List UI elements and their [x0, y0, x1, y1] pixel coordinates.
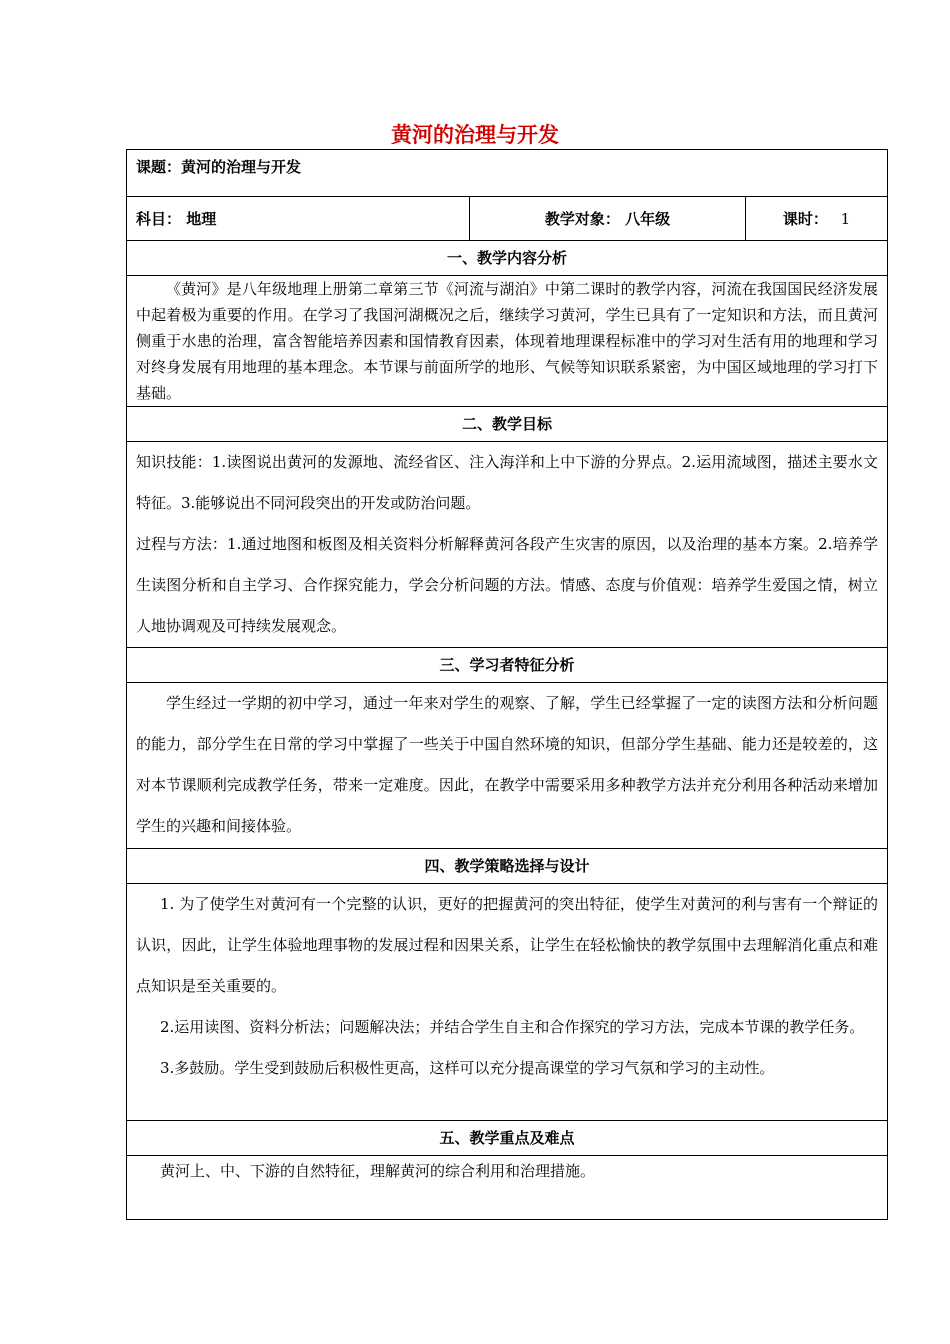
section-paragraph: 过程与方法：1.通过地图和板图及相关资料分析解释黄河各段产生灾害的原因，以及治理的基本方案。2.培养学生读图分析和自主学习、合作探究能力，学会分析问题的方法。情感、态度与价值观：培养学生爱国之情，树立人地协调观及可持续发展观念。	[136, 535, 879, 635]
hours-label: 课时：	[782, 210, 828, 228]
section-body	[127, 884, 888, 1121]
audience-cell: 教学对象： 八年级	[470, 197, 746, 241]
section-body-row	[127, 442, 888, 648]
topic-cell: 课题：黄河的治理与开发	[127, 150, 888, 197]
section-paragraph: 知识技能：1.读图说出黄河的发源地、流经省区、注入海洋和上中下游的分界点。2.运用流域图，描述主要水文特征。3.能够说出不同河段突出的开发或防治问题。	[136, 453, 879, 512]
topic-row	[127, 150, 888, 197]
section-body	[127, 1156, 888, 1220]
hours-value: 1	[840, 210, 851, 228]
section-heading-row	[127, 1121, 888, 1156]
section-body-row	[127, 276, 888, 407]
section-body	[127, 276, 888, 407]
section-heading-row	[127, 241, 888, 276]
section-body-row	[127, 884, 888, 1121]
section-heading-row	[127, 849, 888, 884]
section-paragraph: 3.多鼓励。学生受到鼓励后积极性更高，这样可以充分提高课堂的学习气氛和学习的主动性。	[160, 1059, 775, 1077]
section-heading-row	[127, 407, 888, 442]
document-title: 黄河的治理与开发	[391, 123, 559, 147]
section-paragraph: 2.运用读图、资料分析法；问题解决法；并结合学生自主和合作探究的学习方法，完成本节课的教学任务。	[160, 1018, 865, 1036]
section-body-row	[127, 683, 888, 849]
hours-cell	[746, 197, 888, 241]
section-heading: 四、教学策略选择与设计	[127, 849, 888, 884]
subject-cell: 科目： 地理	[127, 197, 470, 241]
section-heading: 二、教学目标	[127, 407, 888, 442]
section-heading: 一、教学内容分析	[127, 241, 888, 276]
meta-row	[127, 197, 888, 241]
section-paragraph: 1. 为了使学生对黄河有一个完整的认识，更好的把握黄河的突出特征，使学生对黄河的利与害有一个辩证的认识，因此，让学生体验地理事物的发展过程和因果关系，让学生在轻松愉快的教学氛围中去理解消化重点和难点知识是至关重要的。	[136, 895, 879, 995]
section-paragraph: 《黄河》是八年级地理上册第二章第三节《河流与湖泊》中第二课时的教学内容，河流在我国国民经济发展中起着极为重要的作用。在学习了我国河湖概况之后，继续学习黄河，学生已具有了一定知识和方法，而且黄河侧重于水患的治理，富含智能培养因素和国情教育因素，体现着地理课程标准中的学习对生活有用的地理和学习对终身发展有用地理的基本理念。本节课与前面所学的地形、气候等知识联系紧密，为中国区域地理的学习打下基础。	[136, 280, 879, 402]
lesson-plan-table	[126, 149, 888, 1220]
section-paragraph: 学生经过一学期的初中学习，通过一年来对学生的观察、了解，学生已经掌握了一定的读图方法和分析问题的能力，部分学生在日常的学习中掌握了一些关于中国自然环境的知识，但部分学生基础、能力还是较差的，这对本节课顺利完成教学任务，带来一定难度。因此，在教学中需要采用多种教学方法并充分利用各种活动来增加学生的兴趣和间接体验。	[136, 694, 879, 835]
section-body	[127, 442, 888, 648]
section-paragraph: 黄河上、中、下游的自然特征，理解黄河的综合利用和治理措施。	[160, 1162, 596, 1180]
section-heading: 三、学习者特征分析	[127, 648, 888, 683]
section-heading: 五、教学重点及难点	[127, 1121, 888, 1156]
section-heading-row	[127, 648, 888, 683]
section-body	[127, 683, 888, 849]
section-body-row	[127, 1156, 888, 1220]
